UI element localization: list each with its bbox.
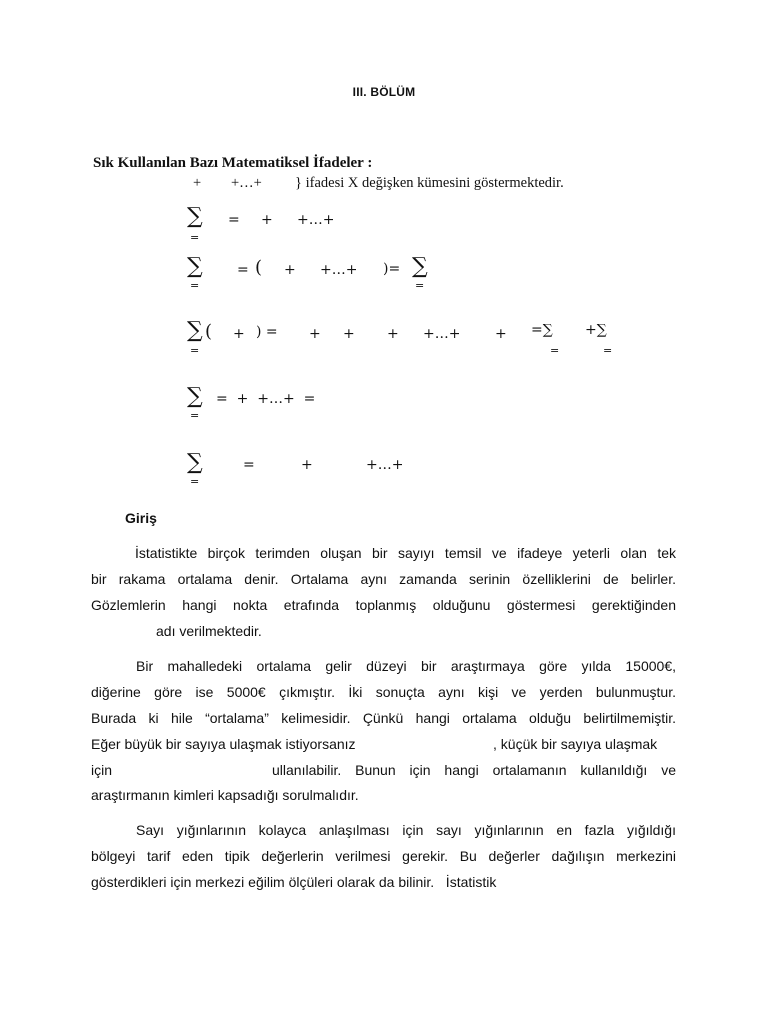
giris-heading: Giriş bbox=[125, 510, 157, 526]
paragraph-line: Burada ki hile “ortalama” kelimesidir. Çünkü hangi ortalama olduğu belirtilmemiştir. bbox=[91, 710, 676, 726]
paragraph-line: Bir mahalledeki ortalama gelir düzeyi bir araştırmaya göre yılda 15000€, bbox=[136, 658, 676, 674]
equals: = bbox=[237, 262, 249, 278]
intro-plus: + bbox=[193, 175, 202, 191]
paragraph-line: Eğer büyük bir sayıya ulaşmak istiyorsanız bbox=[91, 736, 356, 752]
plus: + bbox=[387, 326, 399, 342]
sigma-symbol: ∑ bbox=[187, 318, 203, 343]
dots-plus: +…+ bbox=[366, 457, 404, 473]
open-paren: ( bbox=[205, 321, 213, 342]
paragraph-line: Sayı yığınlarının kolayca anlaşılması için sayı yığınlarının en fazla yığıldığı bbox=[136, 822, 676, 838]
sigma-index: = bbox=[190, 231, 200, 244]
sigma-index: = bbox=[603, 344, 613, 357]
sigma-index: = bbox=[550, 344, 560, 357]
paragraph-line: adı verilmektedir. bbox=[156, 623, 262, 639]
sigma-symbol: ∑ bbox=[187, 450, 203, 475]
intro-closing-text: } ifadesi X değişken kümesini göstermektedir. bbox=[295, 175, 564, 191]
plus: + bbox=[284, 262, 296, 278]
plus: + bbox=[343, 326, 355, 342]
chapter-title: III. BÖLÜM bbox=[352, 85, 416, 99]
close-paren-equals: )= bbox=[383, 261, 401, 277]
plus: + bbox=[301, 457, 313, 473]
equals: = bbox=[228, 212, 240, 228]
sigma-index: = bbox=[415, 279, 425, 292]
paragraph-line: , küçük bir sayıya ulaşmak bbox=[493, 736, 658, 752]
equals-sigma: =∑ bbox=[531, 322, 553, 338]
plus: + bbox=[261, 212, 273, 228]
sum-expression: = + +…+ = bbox=[216, 391, 316, 407]
section-heading: Sık Kullanılan Bazı Matematiksel İfadeler : bbox=[93, 155, 373, 171]
paragraph-line: diğerine göre ise 5000€ çıkmıştır. İki sonuçta aynı kişi ve yerden bulunmuştur. bbox=[91, 684, 676, 700]
sigma-index: = bbox=[190, 409, 200, 422]
paragraph-line: İstatistikte birçok terimden oluşan bir sayıyı temsil ve ifadeye yeterli olan tek bbox=[135, 545, 676, 561]
sigma-index: = bbox=[190, 475, 200, 488]
sigma-symbol: ∑ bbox=[187, 384, 203, 409]
sigma-symbol: ∑ bbox=[187, 254, 203, 279]
plus: + bbox=[233, 326, 245, 342]
paragraph-line: bölgeyi tarif eden tipik değerlerin verilmesi gerekir. Bu değerler dağılışın merkezini bbox=[91, 848, 676, 864]
plus: + bbox=[309, 326, 321, 342]
paragraph-line: ullanılabilir. Bunun için hangi ortalamanın kullanıldığı ve bbox=[272, 762, 676, 778]
sigma-index: = bbox=[190, 344, 200, 357]
dots-plus: +…+ bbox=[320, 262, 358, 278]
intro-dots-plus: +…+ bbox=[231, 175, 262, 191]
paragraph-line: araştırmanın kimleri kapsadığı sorulmalıdır. bbox=[91, 787, 359, 803]
plus: + bbox=[495, 326, 507, 342]
sigma-index: = bbox=[190, 279, 200, 292]
equals: = bbox=[243, 457, 255, 473]
paragraph-line: Gözlemlerin hangi nokta etrafında toplanmış olduğunu göstermesi gerektiğinden bbox=[91, 597, 676, 613]
dots-plus: +…+ bbox=[297, 212, 335, 228]
paragraph-line: gösterdikleri için merkezi eğilim ölçüleri olarak da bilinir. İstatistik bbox=[91, 874, 497, 890]
plus-sigma: +∑ bbox=[585, 322, 607, 338]
paragraph-line: için bbox=[91, 762, 113, 778]
sigma-symbol: ∑ bbox=[187, 204, 203, 229]
open-paren: ( bbox=[255, 257, 263, 278]
dots-plus: +…+ bbox=[423, 326, 461, 342]
close-paren-equals: ) = bbox=[256, 324, 278, 340]
sigma-symbol: ∑ bbox=[412, 254, 428, 279]
paragraph-line: bir rakama ortalama denir. Ortalama aynı zamanda serinin özelliklerini de belirler. bbox=[91, 571, 676, 587]
